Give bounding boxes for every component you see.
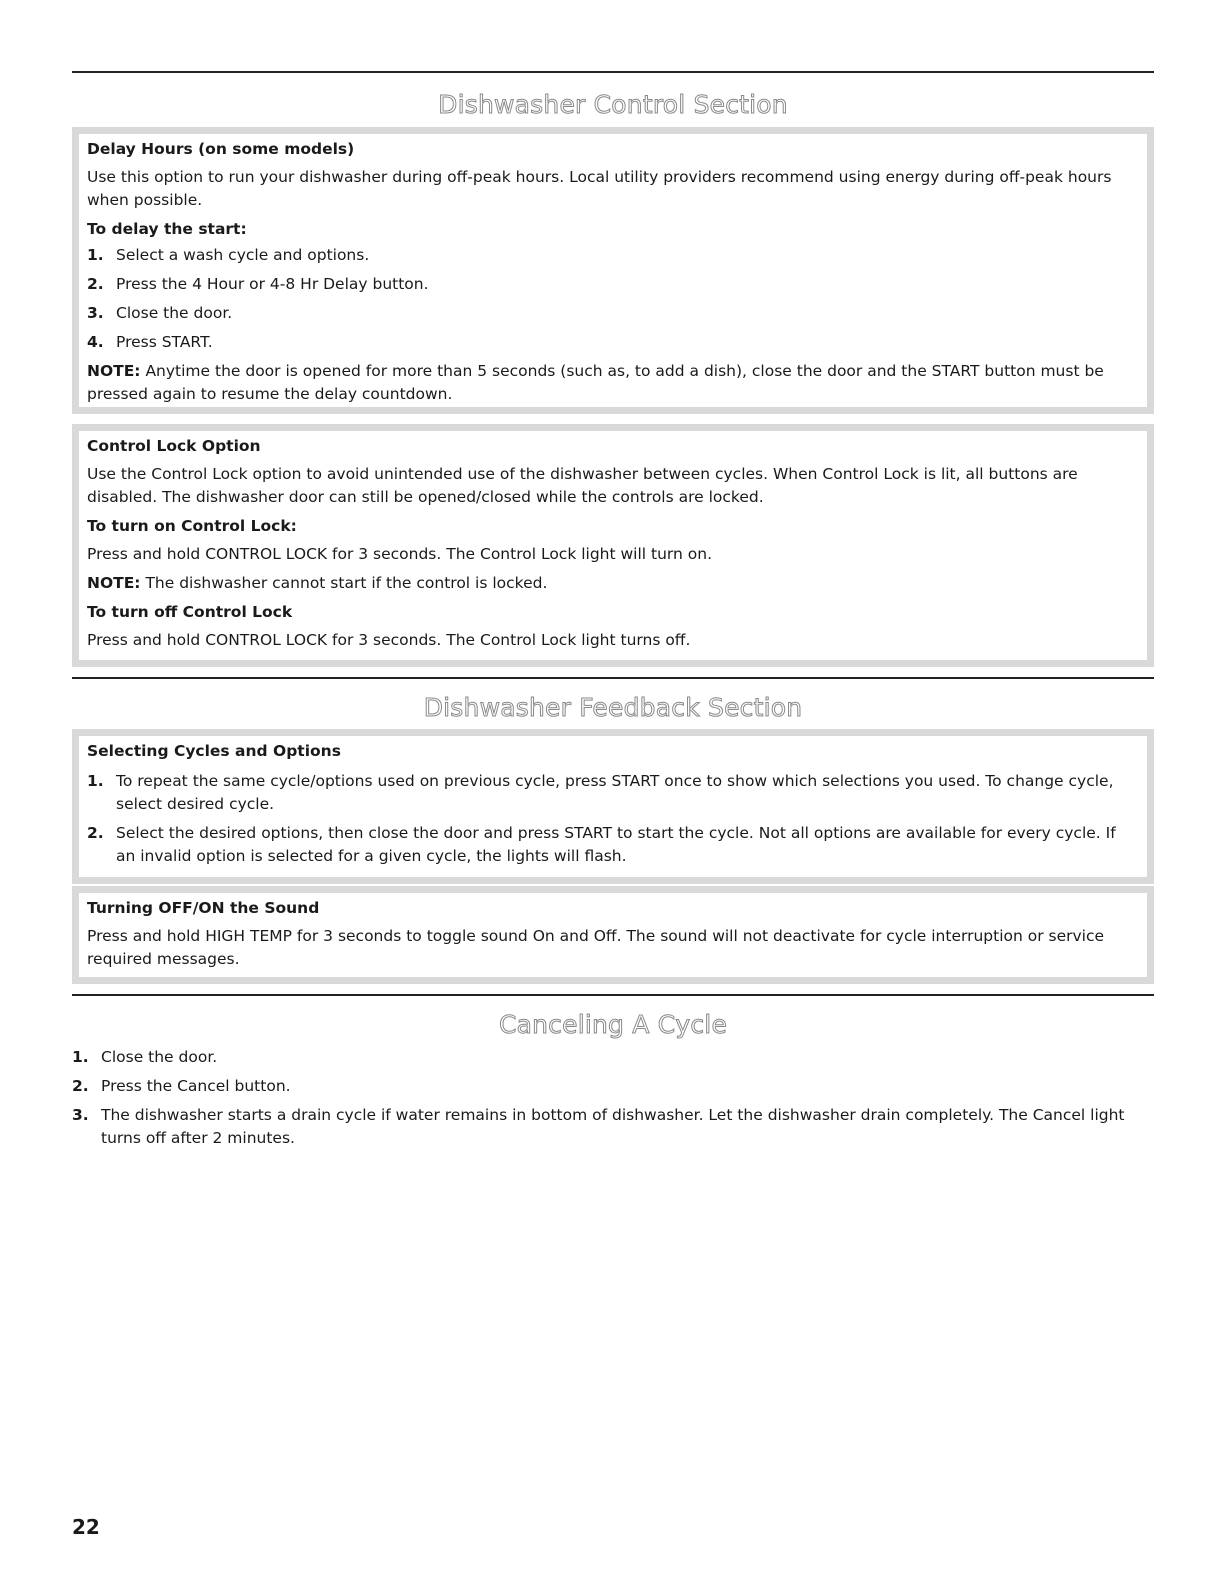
- cancel-steps-list: [72, 1046, 1154, 1150]
- cancel-section-title: Canceling A Cycle: [498, 1010, 728, 1039]
- lock-on-subheading: To turn on Control Lock:: [87, 517, 297, 535]
- delay-start-subheading: To delay the start:: [87, 220, 247, 238]
- delay-hours-heading: Delay Hours (on some models): [87, 140, 355, 158]
- top-rule: [72, 71, 1154, 73]
- step-text: Press the Cancel button.: [101, 1077, 291, 1095]
- step-number: 1.: [87, 772, 104, 790]
- delay-note: [87, 360, 1137, 406]
- lock-off-text: Press and hold CONTROL LOCK for 3 seconds. The Control Lock light turns off.: [87, 631, 691, 649]
- list-item: [87, 244, 1137, 267]
- step-text: Press START.: [116, 333, 213, 351]
- feedback-section-title: Dishwasher Feedback Section: [423, 693, 803, 722]
- page-number: 22: [72, 1515, 100, 1539]
- lock-note: [87, 572, 1137, 595]
- control-lock-box: [72, 424, 1154, 667]
- step-number: 2.: [87, 275, 104, 293]
- step-text: To repeat the same cycle/options used on previous cycle, press START once to show which selections you used. To change cycle, select desired cycle.: [116, 772, 1114, 813]
- step-number: 1.: [87, 246, 104, 264]
- selecting-cycles-box: [72, 729, 1154, 884]
- step-text: Close the door.: [116, 304, 233, 322]
- cancel-rule: [72, 994, 1154, 996]
- selecting-cycles-heading: Selecting Cycles and Options: [87, 742, 341, 760]
- list-item: [72, 1075, 1154, 1098]
- step-text: Press the 4 Hour or 4-8 Hr Delay button.: [116, 275, 429, 293]
- step-number: 2.: [72, 1077, 89, 1095]
- list-item: [87, 770, 1137, 816]
- control-section-title: Dishwasher Control Section: [438, 90, 788, 119]
- step-text: Select a wash cycle and options.: [116, 246, 370, 264]
- list-item: [72, 1104, 1154, 1150]
- step-text: The dishwasher starts a drain cycle if water remains in bottom of dishwasher. Let the dishwasher drain completely. The Cancel light turns off after 2 minutes.: [101, 1106, 1125, 1147]
- note-label: NOTE:: [87, 362, 141, 380]
- step-text: Select the desired options, then close the door and press START to start the cycle. Not all options are available for every cycle. If an invalid option is selected for a given cycle, the lights will flash.: [116, 824, 1116, 865]
- delay-steps-list: [87, 244, 1137, 354]
- list-item: [87, 331, 1137, 354]
- sound-box: [72, 886, 1154, 984]
- control-lock-heading: Control Lock Option: [87, 437, 261, 455]
- step-number: 4.: [87, 333, 104, 351]
- step-text: Close the door.: [101, 1048, 218, 1066]
- control-lock-intro: Use the Control Lock option to avoid unintended use of the dishwasher between cycles. When Control Lock is lit, all buttons are disabled. The dishwasher door can still be opened/closed while the controls are locked.: [87, 465, 1078, 506]
- sound-text: Press and hold HIGH TEMP for 3 seconds to toggle sound On and Off. The sound will not deactivate for cycle interruption or service required messages.: [87, 927, 1105, 968]
- note-label: NOTE:: [87, 574, 141, 592]
- feedback-rule: [72, 677, 1154, 679]
- list-item: [87, 302, 1137, 325]
- step-number: 2.: [87, 824, 104, 842]
- list-item: [87, 822, 1137, 868]
- note-text: The dishwasher cannot start if the control is locked.: [140, 574, 548, 592]
- lock-on-text: Press and hold CONTROL LOCK for 3 seconds. The Control Lock light will turn on.: [87, 545, 713, 563]
- selecting-steps-list: [87, 770, 1137, 868]
- step-number: 3.: [87, 304, 104, 322]
- list-item: [72, 1046, 1154, 1069]
- lock-off-subheading: To turn off Control Lock: [87, 603, 293, 621]
- cancel-steps-container: [72, 1042, 1154, 1156]
- sound-heading: Turning OFF/ON the Sound: [87, 899, 320, 917]
- delay-hours-box: [72, 127, 1154, 414]
- delay-hours-intro: Use this option to run your dishwasher during off-peak hours. Local utility providers recommend using energy during off-peak hours when possible.: [87, 168, 1112, 209]
- note-text: Anytime the door is opened for more than 5 seconds (such as, to add a dish), close the door and the START button must be pressed again to resume the delay countdown.: [87, 362, 1104, 403]
- list-item: [87, 273, 1137, 296]
- step-number: 3.: [72, 1106, 89, 1124]
- step-number: 1.: [72, 1048, 89, 1066]
